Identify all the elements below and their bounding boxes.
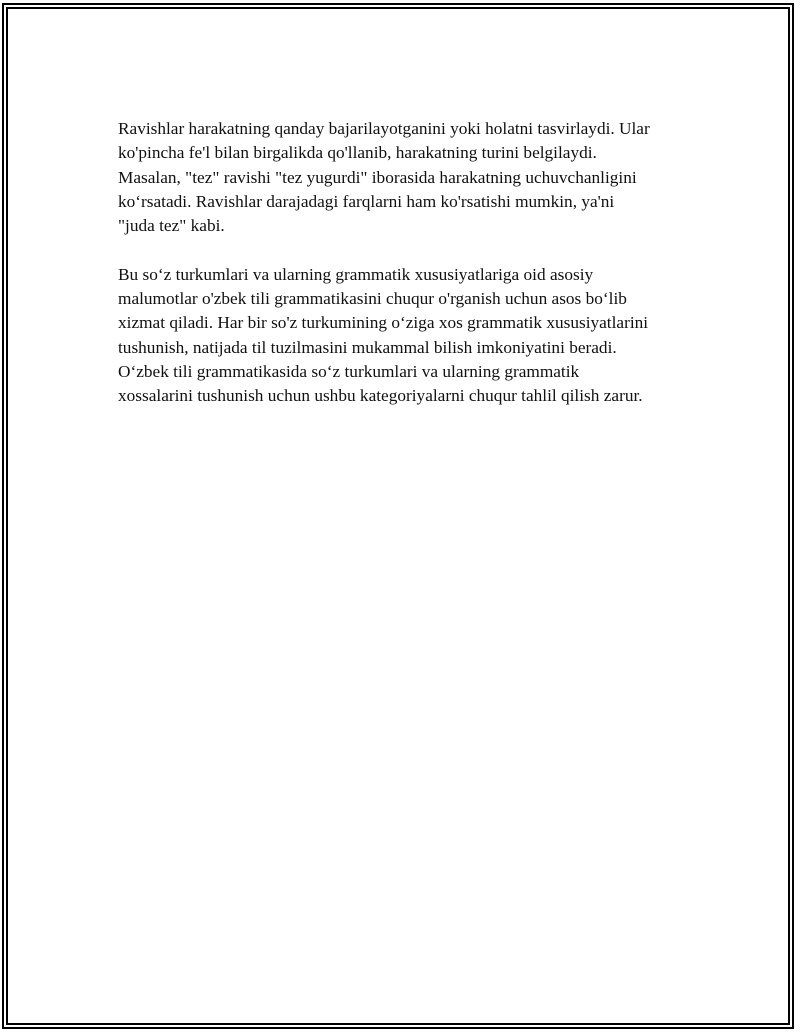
text-line: tushunish, natijada til tuzilmasini mukammal bilish imkoniyatini beradi. <box>118 337 617 357</box>
text-line: xossalarini tushunish uchun ushbu kategoriyalarni chuqur tahlil qilish zarur. <box>118 386 643 406</box>
text-line: Bu so‘z turkumlari va ularning grammatik xususiyatlariga oid asosiy <box>118 264 594 284</box>
text-line: Masalan, "tez" ravishi "tez yugurdi" iborasida harakatning uchuvchanligini <box>118 167 637 187</box>
text-line: "juda tez" kabi. <box>118 216 225 236</box>
paragraph-summary <box>118 263 698 409</box>
text-line: malumotlar o'zbek tili grammatikasini chuqur o'rganish uchun asos bo‘lib <box>118 289 627 309</box>
text-line: ko‘rsatadi. Ravishlar darajadagi farqlarni ham ko'rsatishi mumkin, ya'ni <box>118 191 615 211</box>
document-body <box>118 117 698 433</box>
text-line: xizmat qiladi. Har bir so'z turkumining o‘ziga xos grammatik xususiyatlarini <box>118 313 649 333</box>
text-line: ko'pincha fe'l bilan birgalikda qo'llanib, harakatning turini belgilaydi. <box>118 143 597 163</box>
text-line: O‘zbek tili grammatikasida so‘z turkumlari va ularning grammatik <box>118 361 580 381</box>
paragraph-adverbs <box>118 117 698 238</box>
text-line: Ravishlar harakatning qanday bajarilayotganini yoki holatni tasvirlaydi. Ular <box>118 119 650 138</box>
